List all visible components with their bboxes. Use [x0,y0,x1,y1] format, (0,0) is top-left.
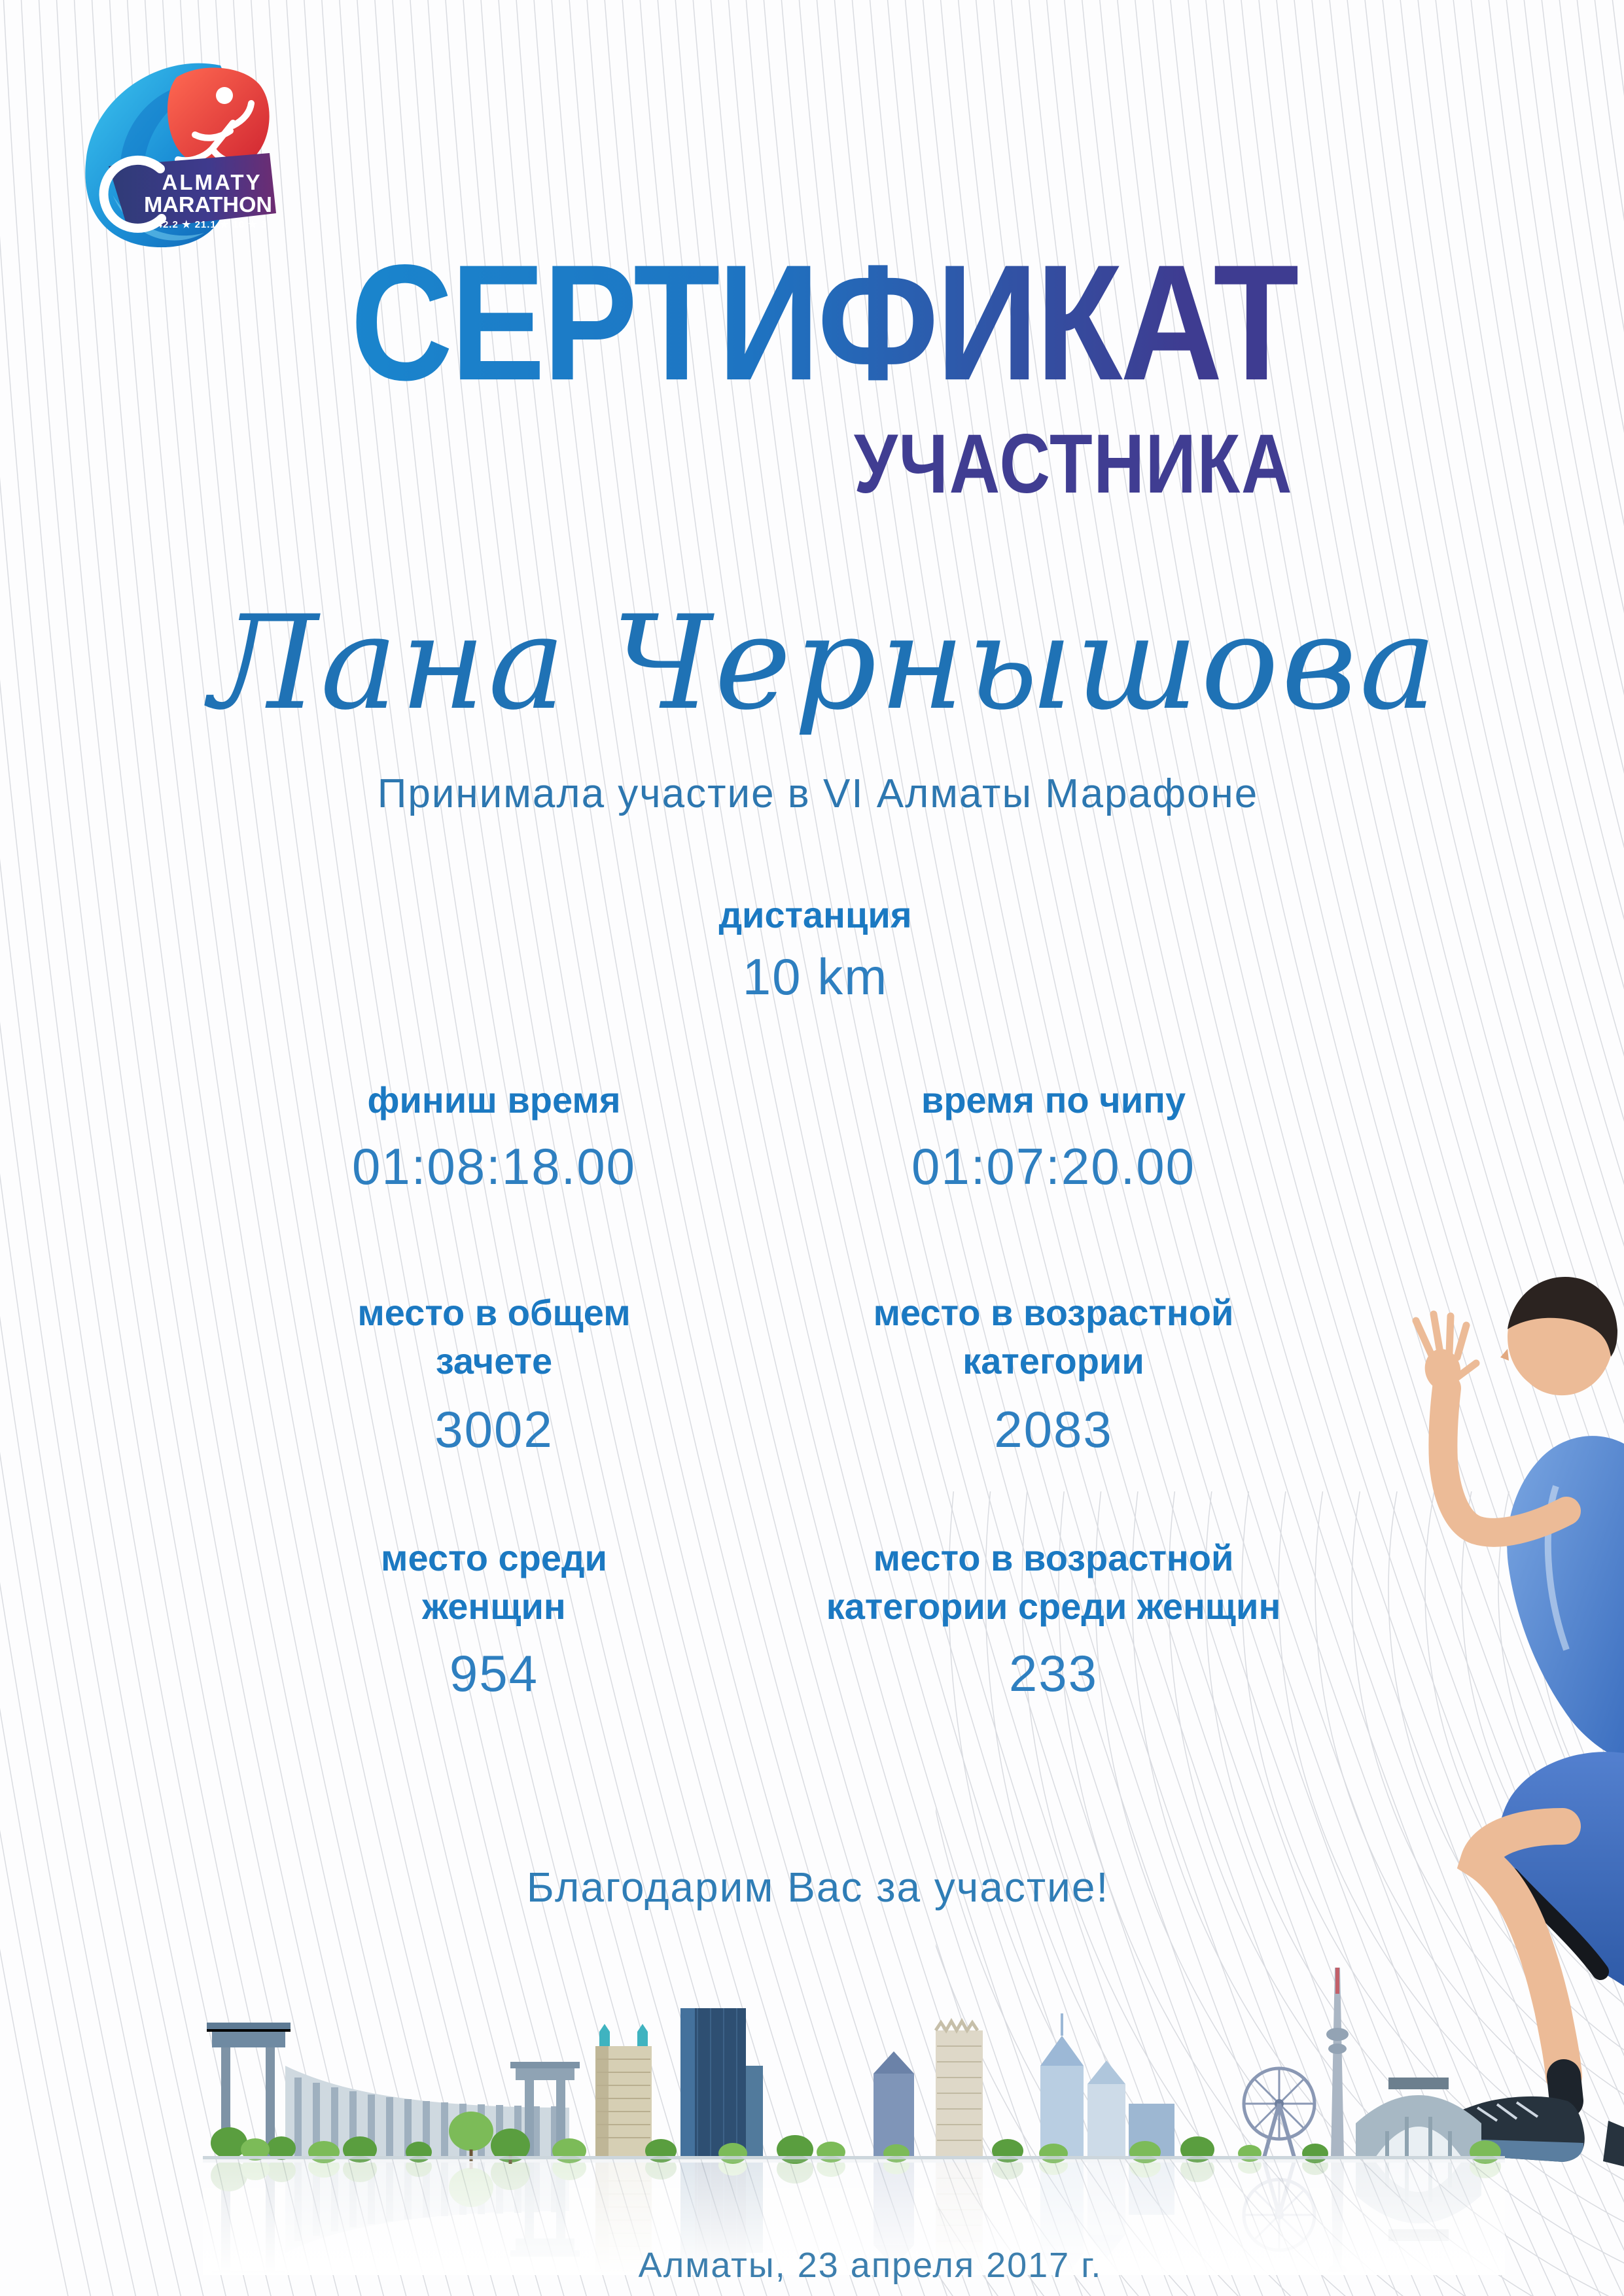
overall-place-value: 3002 [434,1400,554,1458]
women-place-value: 954 [449,1644,539,1702]
skyline-illustration [203,1968,1505,2275]
distance-label: дистанция [718,894,912,935]
almaty-marathon-logo [73,58,289,254]
logo-red-emblem [168,67,270,169]
overall-place-label: место в общем зачете [357,1292,631,1382]
tv-tower [1326,1968,1349,2157]
distance-value: 10 km [742,948,889,1005]
age-women-place-label: место в возрастной категории среди женщин [826,1537,1281,1627]
certificate-subtitle: УЧАСТНИКА [853,417,1293,511]
runner-sock [1564,2076,1566,2101]
logo-text-almaty: ALMATY [162,170,262,194]
thanks-line: Благодарим Вас за участие! [526,1864,1110,1911]
stadium [1356,2078,1481,2157]
tower-cluster [874,2013,1174,2157]
finish-time-label: финиш время [367,1079,621,1121]
title-block [196,231,1298,511]
runner-hand [1416,1314,1476,1395]
age-place-label: место в возрастной категории [873,1292,1234,1382]
women-place-label: место среди женщин [381,1537,607,1627]
chip-time-label: время по чипу [921,1079,1186,1121]
footer-date: Алматы, 23 апреля 2017 г. [638,2246,1103,2285]
chip-time-value: 01:07:20.00 [911,1138,1196,1195]
residential-tower [595,2024,652,2157]
logo-text-marathon: MARATHON [144,192,272,217]
participant-name: Лана Чернышова [209,587,1439,739]
logo-banner [104,153,276,230]
logo-text-distances: 42.2 ★ 21.1 ★ 10 ★ 3 [156,219,268,230]
participation-line: Принимала участие в VI Алматы Марафоне [377,771,1259,816]
finish-time-value: 01:08:18.00 [351,1138,637,1195]
runner-shirt [1507,1436,1624,1760]
ferris-wheel [1244,2068,1315,2157]
glass-skyscraper [680,2008,763,2157]
age-place-value: 2083 [994,1400,1113,1458]
age-women-place-value: 233 [1008,1644,1099,1702]
runner-trailing-shoe [1603,2121,1624,2166]
certificate-title: СЕРТИФИКАТ [350,231,1298,415]
